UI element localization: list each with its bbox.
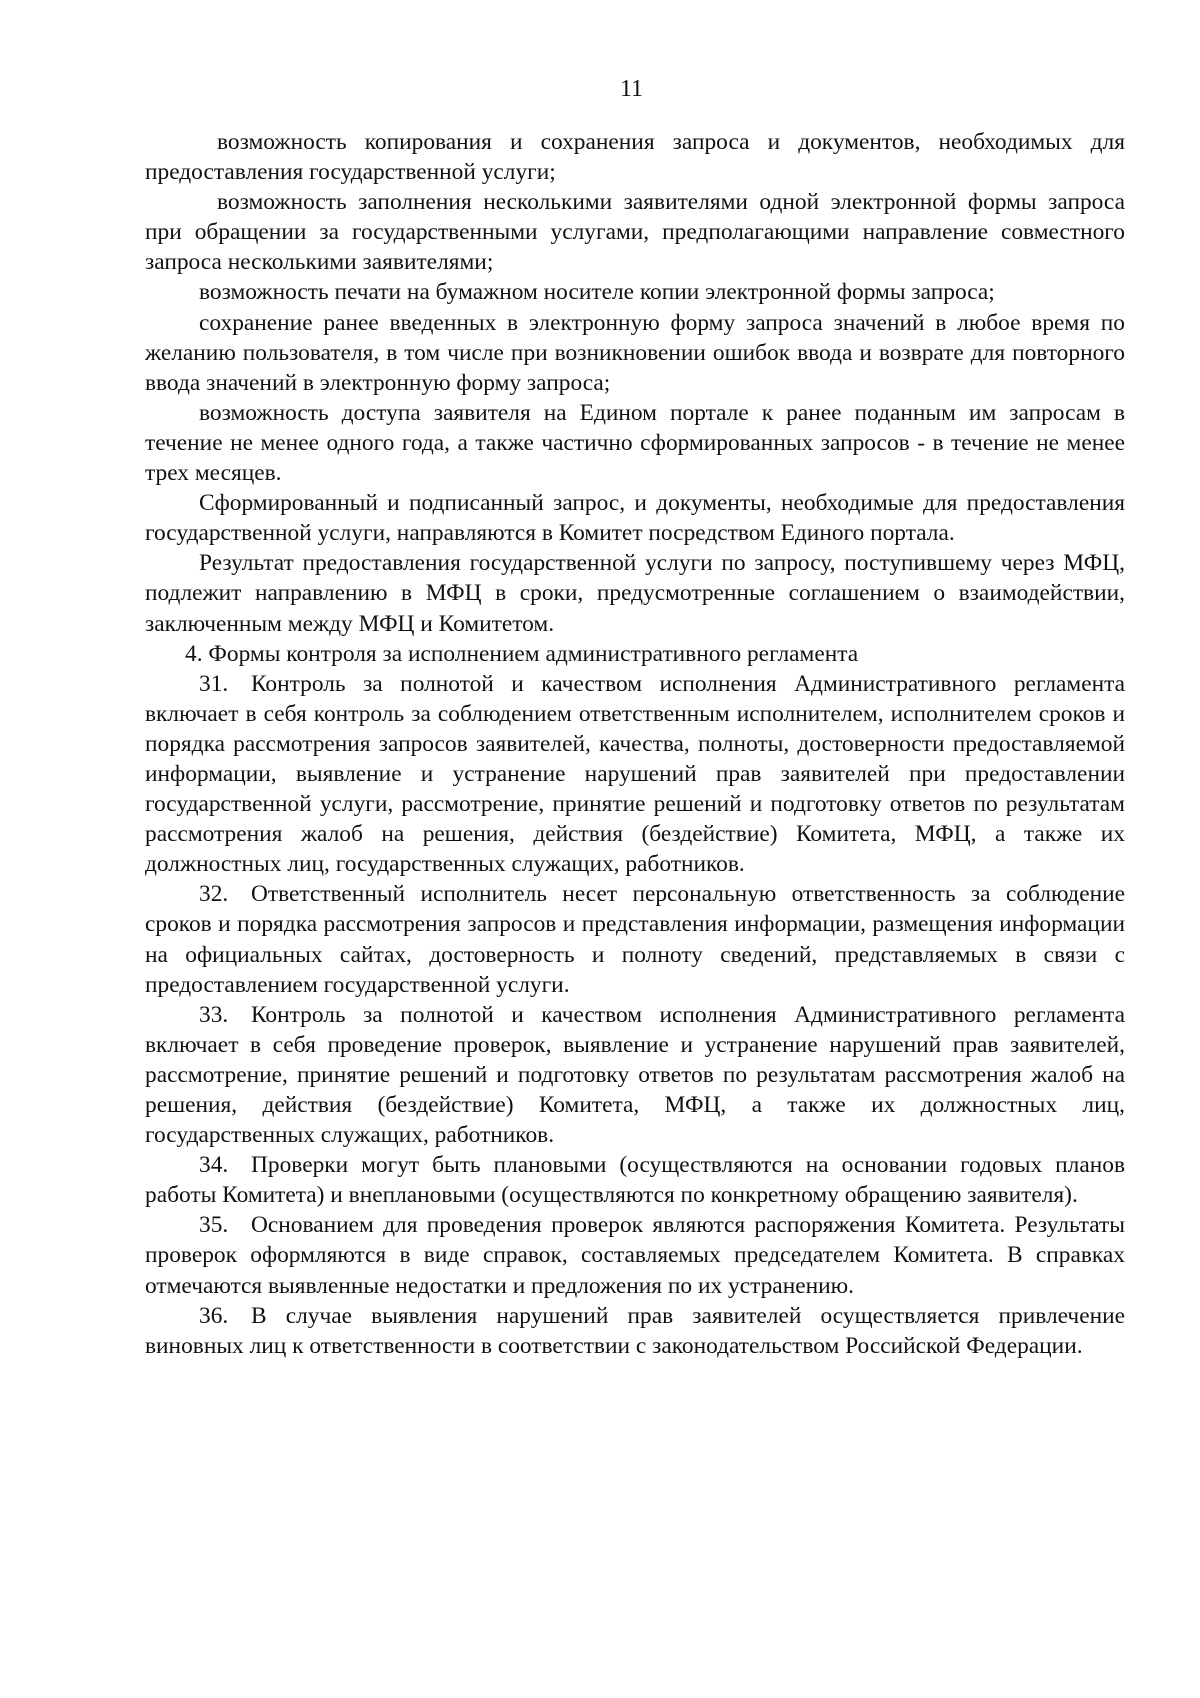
section-title: 4. Формы контроля за исполнением административного регламента xyxy=(185,640,859,667)
item-text: Контроль за полнотой и качеством исполнения Административного регламента включает в себя контроль за соблюдением ответственным исполнителем, исполнителем сроков и порядка рассмотрения запросов заявителей, качества, полноты, достоверности предоставляемой информации, выявление и устранение нарушений прав заявителей при предоставлении государственной услуги, рассмотрение, принятие решений и подготовку ответов по результатам рассмотрения жалоб на решения, действия (бездействие) Комитета, МФЦ, а также их должностных лиц, государственных служащих, работников. xyxy=(145,670,1125,878)
paragraph-portal-access: возможность доступа заявителя на Едином портале к ранее поданным им запросам в течение не менее одного года, а также частично сформированных запросов - в течение не менее трех месяцев. xyxy=(145,399,1125,487)
numbered-item-34 xyxy=(145,1150,1125,1210)
item-text: Основанием для проведения проверок являются распоряжения Комитета. Результаты проверок оформляются в виде справок, составляемых председателем Комитета. В справках отмечаются выявленные недостатки и предложения по их устранению. xyxy=(145,1212,1125,1299)
paragraph-signed-request: Сформированный и подписанный запрос, и документы, необходимые для предоставления государственной услуги, направляются в Комитет посредством Единого портала. xyxy=(145,490,1125,547)
paragraph-multi-applicant: возможность заполнения несколькими заявителями одной электронной формы запроса при обращении за государственными услугами, предполагающими направление совместного запроса несколькими заявителями; xyxy=(145,189,1125,276)
numbered-item-31 xyxy=(145,669,1125,880)
item-text: Контроль за полнотой и качеством исполнения Административного регламента включает в себя проведение проверок, выявление и устранение нарушений прав заявителей, рассмотрение, принятие решений и подготовку ответов по результатам рассмотрения жалоб на решения, действия (бездействие) Комитета, МФЦ, а также их должностных лиц, государственных служащих, работников. xyxy=(145,1001,1125,1149)
item-number: 35. xyxy=(199,1212,229,1239)
numbered-item-35 xyxy=(145,1210,1125,1300)
paragraph-save-values: сохранение ранее введенных в электронную форму запроса значений в любое время по желанию пользователя, в том числе при возникновении ошибок ввода и возврате для повторного ввода значений в электронную форму запроса; xyxy=(145,309,1125,396)
item-number: 36. xyxy=(199,1302,229,1329)
item-number: 31. xyxy=(199,670,229,697)
paragraph-mfc-result: Результат предоставления государственной услуги по запросу, поступившему через МФЦ, подлежит направлению в МФЦ в сроки, предусмотренные соглашением о взаимодействии, заключенным между МФЦ и Комитетом. xyxy=(145,550,1125,637)
numbered-item-32 xyxy=(145,879,1125,999)
paragraph-copy-save: возможность копирования и сохранения запроса и документов, необходимых для предоставления государственной услуги; xyxy=(145,129,1125,186)
paragraph-print: возможность печати на бумажном носителе копии электронной формы запроса; xyxy=(199,279,995,306)
item-number: 32. xyxy=(199,881,229,908)
item-number: 34. xyxy=(199,1152,229,1179)
document-body xyxy=(145,127,1125,1361)
numbered-item-36 xyxy=(145,1301,1125,1361)
item-text: Проверки могут быть плановыми (осуществляются на основании годовых планов работы Комитета) и внеплановыми (осуществляются по конкретному обращению заявителя). xyxy=(145,1152,1125,1209)
page-number: 11 xyxy=(619,76,644,102)
item-number: 33. xyxy=(199,1001,229,1028)
item-text: Ответственный исполнитель несет персональную ответственность за соблюдение сроков и порядка рассмотрения запросов и представления информации, размещения информации на официальных сайтах, достоверность и полноту сведений, представляемых в связи с предоставлением государственной услуги. xyxy=(145,881,1125,998)
numbered-item-33 xyxy=(145,1000,1125,1150)
item-text: В случае выявления нарушений прав заявителей осуществляется привлечение виновных лиц к ответственности в соответствии с законодательством Российской Федерации. xyxy=(145,1302,1125,1359)
